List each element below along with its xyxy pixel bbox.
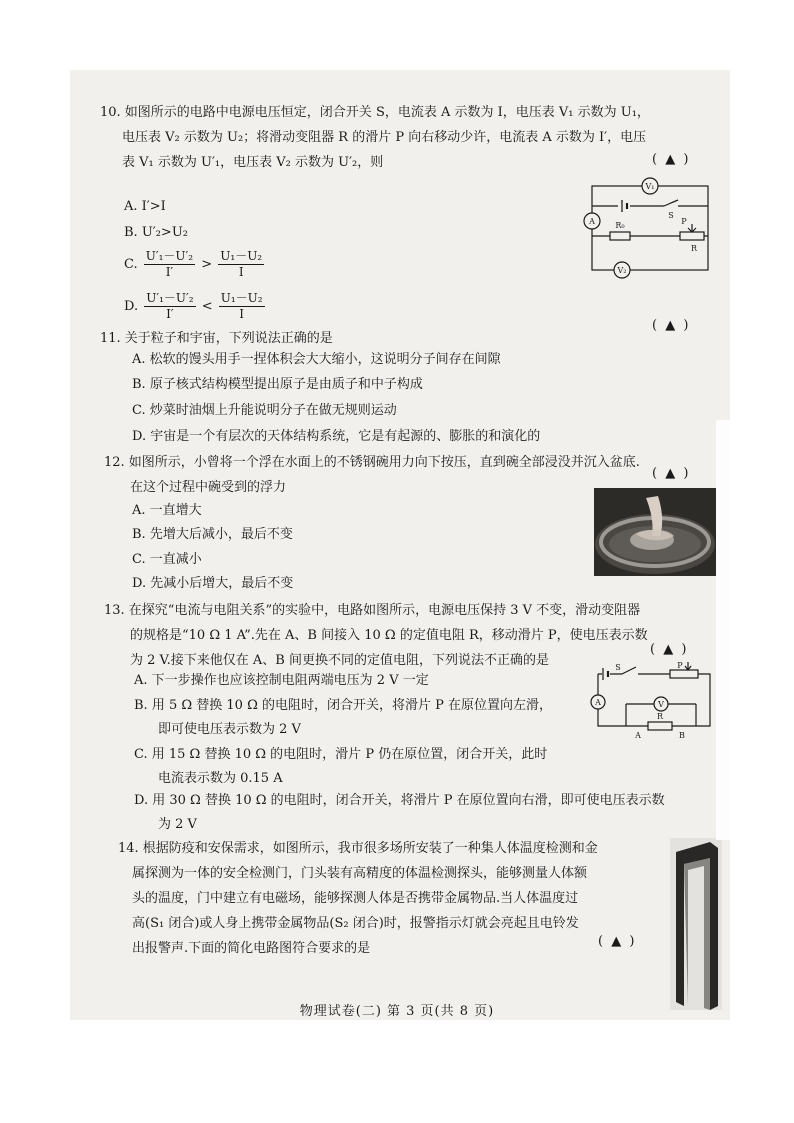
q13-option-c: C. 用 15 Ω 替换 10 Ω 的电阻时，滑片 P 仍在原位置，闭合开关，此时 bbox=[134, 747, 548, 762]
q10-label-v1: V₁ bbox=[645, 182, 655, 191]
q11-option-a: A. 松软的馒头用手一捏体积会大大缩小，这说明分子间存在间隙 bbox=[132, 352, 501, 367]
q11-option-c: C. 炒菜时油烟上升能说明分子在做无规则运动 bbox=[132, 403, 397, 418]
page-footer: 物理试卷(二) 第 3 页(共 8 页) bbox=[299, 1004, 495, 1019]
q14-security-gate-image bbox=[670, 838, 722, 1010]
q14-line-1: 14. 根据防疫和安保需求，如图所示，我市很多场所安装了一种集人体温度检测和金 bbox=[118, 841, 598, 856]
q10-option-b: B. U′₂>U₂ bbox=[124, 225, 188, 240]
q13-answer-blank: ( ▲ ) bbox=[650, 642, 689, 657]
q10-d-fraction-right bbox=[219, 291, 265, 322]
q13-label-s: S bbox=[615, 663, 621, 672]
q10-d-right-numerator: U₁－U₂ bbox=[220, 291, 263, 305]
q14-line-4: 高(S₁ 闭合)或人身上携带金属物品(S₂ 闭合)时，报警指示灯就会亮起且电铃发 bbox=[132, 916, 579, 931]
q10-line-3: 表 V₁ 示数为 U′₁，电压表 V₂ 示数为 U′₂，则 bbox=[122, 155, 384, 170]
q10-c-right-denominator: I bbox=[238, 265, 244, 279]
q10-option-d bbox=[124, 290, 267, 324]
q13-line-3: 为 2 V.接下来他仅在 A、B 间更换不同的定值电阻，下列说法不正确的是 bbox=[130, 653, 549, 668]
q13-option-d: D. 用 30 Ω 替换 10 Ω 的电阻时，闭合开关，将滑片 P 在原位置向右滑，即可使电压表示数 bbox=[134, 793, 665, 808]
q10-option-c-label: C. bbox=[124, 257, 138, 272]
q10-c-right-numerator: U₁－U₂ bbox=[220, 249, 263, 263]
q14-line-2: 属探测为一体的安全检测门，门头装有高精度的体温检测探头，能够测量人体额 bbox=[132, 866, 588, 881]
q14-answer-blank: ( ▲ ) bbox=[598, 934, 637, 949]
q13-option-b-cont: 即可使电压表示数为 2 V bbox=[158, 722, 301, 737]
q10-line-1: 10. 如图所示的电路中电源电压恒定，闭合开关 S，电流表 A 示数为 I，电压表 V₁ 示数为 U₁， bbox=[100, 105, 650, 120]
q10-answer-blank: ( ▲ ) bbox=[652, 152, 691, 167]
q13-option-a: A. 下一步操作也应该控制电阻两端电压为 2 V 一定 bbox=[134, 673, 429, 688]
question-12 bbox=[104, 450, 640, 500]
q10-d-left-numerator: U′₁－U′₂ bbox=[146, 291, 194, 305]
q10-resistor-r0 bbox=[610, 232, 630, 240]
q13-rheostat bbox=[670, 670, 698, 678]
q10-d-comparison: < bbox=[201, 299, 213, 314]
q13-line-2: 的规格是“10 Ω 1 A”.先在 A、B 间接入 10 Ω 的定值电阻 R，移动滑片 P，使电压表示数 bbox=[130, 628, 648, 643]
q13-label-point-a: A bbox=[635, 731, 641, 740]
q10-c-left-denominator: I′ bbox=[165, 265, 174, 279]
q10-label-r: R bbox=[690, 244, 698, 253]
q13-option-c-cont: 电流表示数为 0.15 A bbox=[158, 771, 283, 786]
q13-circuit-diagram bbox=[586, 662, 718, 740]
q11-answer-blank: ( ▲ ) bbox=[652, 318, 691, 333]
q10-circuit-diagram bbox=[580, 176, 715, 280]
q10-label-s: S bbox=[668, 211, 674, 220]
q10-label-a: A bbox=[589, 217, 595, 226]
q12-line-1: 12. 如图所示，小曾将一个浮在水面上的不锈钢碗用力向下按压，直到碗全部浸没并沉入盆底. bbox=[104, 455, 640, 470]
q12-option-b: B. 先增大后减小，最后不变 bbox=[132, 527, 293, 542]
q10-d-left-denominator: I′ bbox=[166, 307, 174, 321]
q11-stem: 11. 关于粒子和宇宙，下列说法正确的是 bbox=[100, 331, 333, 346]
q12-option-c: C. 一直减小 bbox=[132, 552, 202, 567]
q10-option-c bbox=[124, 248, 266, 282]
q10-c-fraction-right bbox=[218, 249, 264, 280]
q12-answer-blank: ( ▲ ) bbox=[652, 466, 691, 481]
q13-resistor-r bbox=[648, 722, 672, 730]
q13-line-1: 13. 在探究“电流与电阻关系”的实验中，电路如图所示，电源电压保持 3 V 不变，滑动变阻器 bbox=[104, 603, 641, 618]
q13-option-d-cont: 为 2 V bbox=[158, 817, 197, 832]
q14-line-5: 出报警声.下面的简化电路图符合要求的是 bbox=[132, 941, 371, 956]
q10-c-comparison: > bbox=[201, 257, 213, 272]
q10-line-2: 电压表 V₂ 示数为 U₂；将滑动变阻器 R 的滑片 P 向右移动少许，电流表 A 示数为 I′，电压 bbox=[122, 130, 647, 145]
q11-option-d: D. 宇宙是一个有层次的天体结构系统，它是有起源的、膨胀的和演化的 bbox=[132, 429, 541, 444]
q13-label-v: V bbox=[658, 700, 664, 709]
q10-option-d-label: D. bbox=[124, 299, 139, 314]
q13-label-point-b: B bbox=[679, 731, 685, 740]
q10-label-p: P bbox=[681, 217, 687, 226]
q14-line-3: 头的温度，门中建立有电磁场，能够探测人体是否携带金属物品.当人体温度过 bbox=[132, 891, 579, 906]
q10-option-a: A. I′>I bbox=[124, 199, 166, 214]
q10-label-v2: V₂ bbox=[617, 266, 627, 275]
question-10 bbox=[100, 100, 650, 175]
question-14 bbox=[118, 836, 598, 961]
q12-option-d: D. 先减小后增大，最后不变 bbox=[132, 576, 294, 591]
q10-circuit-wires bbox=[592, 186, 708, 270]
q10-c-fraction-left bbox=[144, 249, 195, 280]
q13-label-r: R bbox=[656, 712, 664, 721]
q12-line-2: 在这个过程中碗受到的浮力 bbox=[130, 480, 287, 495]
q10-c-left-numerator: U′₁－U′₂ bbox=[145, 249, 194, 263]
q10-rheostat-r bbox=[680, 232, 704, 240]
q10-d-right-denominator: I bbox=[239, 307, 245, 321]
question-13 bbox=[104, 598, 648, 673]
scan-edge-right bbox=[716, 420, 730, 840]
q11-option-b: B. 原子核式结构模型提出原子是由质子和中子构成 bbox=[132, 377, 423, 392]
q10-d-fraction-left bbox=[144, 291, 195, 322]
q13-label-a: A bbox=[595, 698, 601, 707]
q13-option-b: B. 用 5 Ω 替换 10 Ω 的电阻时，闭合开关，将滑片 P 在原位置向左滑， bbox=[134, 698, 552, 713]
q12-option-a: A. 一直增大 bbox=[132, 503, 202, 518]
q13-label-p: P bbox=[677, 662, 683, 670]
q13-circuit-wires bbox=[598, 674, 710, 726]
q10-label-r0: R₀ bbox=[615, 221, 625, 230]
q12-basin-photo bbox=[594, 488, 716, 576]
